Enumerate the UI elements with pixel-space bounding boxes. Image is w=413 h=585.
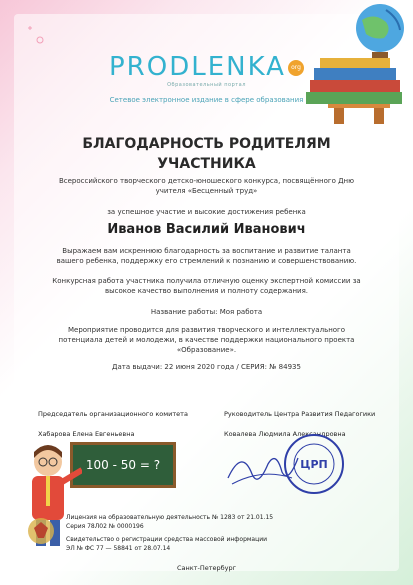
- issue-date: Дата выдачи: 22 июня 2020 года / СЕРИЯ: № 84935: [112, 363, 301, 371]
- left-signer-role: Председатель организационного комитета: [38, 410, 188, 418]
- title-line-2: УЧАСТНИКА: [157, 156, 256, 172]
- logo-subtitle: Образовательный портал: [167, 82, 246, 88]
- assessment-text: Конкурсная работа участника получила отличную оценку экспертной комиссии за высокое качество выполнения и полноту содержания.: [52, 277, 361, 295]
- for-child-text: за успешное участие и высокие достижения ребенка: [107, 208, 306, 216]
- city: Санкт-Петербург: [176, 564, 237, 572]
- emblem-icon: [26, 516, 56, 546]
- contest-name: Всероссийского творческого детско-юношеского конкурса, посвящённого Дню учителя «Бесценный труд»: [58, 177, 355, 195]
- license-line-3: Свидетельство о регистрации средства массовой информации: [66, 536, 267, 543]
- logo: [0, 52, 413, 82]
- left-signer-name: Хабарова Елена Евгеньевна: [38, 430, 135, 438]
- logo-badge: org: [288, 60, 304, 76]
- certificate-title: [40, 134, 373, 174]
- license-line-4: ЭЛ № ФС 77 — 58841 от 28.07.14: [66, 545, 171, 552]
- license-line-1: Лицензия на образовательную деятельность № 1283 от 21.01.15: [66, 514, 274, 521]
- right-signer-role: Руководитель Центра Развития Педагогики: [224, 410, 376, 418]
- right-signer-name: Ковалева Людмила Александровна: [224, 430, 346, 438]
- license-line-2: Серия 78Л02 № 0000196: [66, 523, 144, 530]
- chalkboard-text: 100 - 50 = ?: [85, 458, 161, 472]
- child-name: Иванов Василий Иванович: [107, 222, 306, 237]
- logo-text: PRODLENKA: [109, 52, 286, 82]
- chalkboard: [70, 442, 176, 488]
- purpose-text: Мероприятие проводится для развития творческого и интеллектуального потенциала детей и молодежи, в качестве поддержки национального проекта «Образование».: [58, 326, 355, 354]
- tagline: Сетевое электронное издание в сфере образования: [109, 96, 304, 104]
- title-line-1: БЛАГОДАРНОСТЬ РОДИТЕЛЯМ: [82, 136, 331, 152]
- stamp-seal: [282, 432, 346, 496]
- stamp-text: ЦРП: [300, 458, 328, 471]
- work-title: Название работы: Моя работа: [150, 308, 263, 316]
- gratitude-text: Выражаем вам искреннюю благодарность за воспитание и развитие таланта вашего ребенка, поддержку его стремлений к познанию и совершенствованию.: [56, 247, 357, 265]
